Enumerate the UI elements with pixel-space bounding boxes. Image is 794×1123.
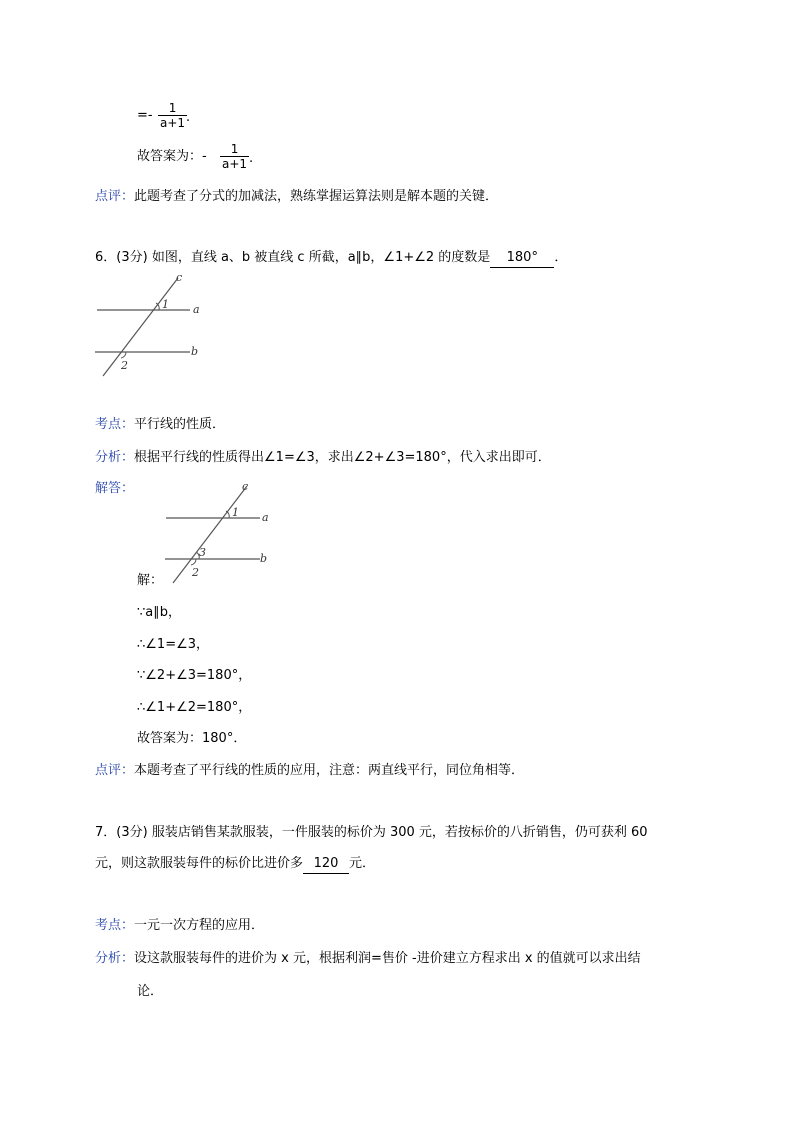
q7-analysis-label: 分析：: [95, 951, 135, 966]
q6-solution-line: 解：: [137, 573, 164, 588]
q6-solution-line: 故答案为：180°．: [137, 731, 247, 746]
q6-comment: [95, 762, 524, 780]
q5-result-denominator: a+1: [160, 116, 186, 130]
q5-answer-end: .: [249, 151, 254, 166]
q7-analysis-continued: 论．: [137, 984, 164, 999]
q6-figure: [92, 272, 212, 377]
q7-stem-after: 元．: [349, 856, 376, 871]
q7-analysis-text: 设这款服装每件的进价为 x 元，根据利润=售价 -进价建立方程求出 x 的值就可以求出结: [134, 951, 641, 966]
label-angle-1: 1: [162, 298, 169, 311]
q5-comment: [95, 188, 498, 206]
q5-result-numerator: 1: [168, 101, 177, 115]
q6-answer-blank: 180°: [490, 249, 554, 268]
q6-analysis-text: 根据平行线的性质得出∠1=∠3，求出∠2+∠3=180°，代入求出即可．: [134, 450, 551, 465]
sol-angle2-arc: [191, 559, 196, 565]
label-a: a: [193, 303, 200, 316]
label-b: b: [191, 345, 199, 358]
q7-point-label: 考点：: [95, 918, 135, 933]
q5-result-prefix: =-: [137, 108, 153, 123]
sol-label-c: c: [242, 480, 249, 493]
q7-stem-before: 元，则这款服装每件的标价比进价多: [95, 856, 304, 871]
q5-answer-fraction: [220, 142, 249, 171]
q6-point-label: 考点：: [95, 417, 135, 432]
sol-label-angle-1: 1: [232, 506, 239, 519]
q6-analysis: [95, 449, 551, 467]
q6-solution-line: ∵a∥b，: [137, 605, 181, 620]
q6-stem-before: 6．(3分) 如图，直线 a、b 被直线 c 所截，a∥b，∠1+∠2 的度数是: [95, 250, 491, 265]
q6-solution-label: 解答：: [95, 481, 135, 496]
q6-comment-label: 点评：: [95, 763, 135, 778]
sol-line-c: [173, 486, 247, 583]
sol-label-angle-3: 3: [199, 546, 206, 559]
q6-solution-line: ∴∠1+∠2=180°，: [137, 700, 252, 715]
angle2-arc: [121, 352, 126, 358]
sol-label-a: a: [262, 511, 269, 524]
q7-analysis: [95, 950, 641, 968]
q6-stem-after: ．: [554, 250, 568, 265]
q6-solution-figure: [163, 481, 283, 586]
q6-analysis-label: 分析：: [95, 450, 135, 465]
q5-result-end: .: [186, 110, 191, 125]
q5-answer-prefix: 故答案为：-: [137, 149, 207, 164]
q5-result-fraction: [158, 101, 187, 130]
q6-comment-text: 本题考查了平行线的性质的应用，注意：两直线平行，同位角相等．: [134, 763, 525, 778]
q7-point: [95, 917, 264, 935]
q7-point-text: 一元一次方程的应用．: [134, 918, 265, 933]
q5-comment-text: 此题考查了分式的加减法，熟练掌握运算法则是解本题的关键．: [134, 189, 499, 204]
q5-comment-label: 点评：: [95, 189, 135, 204]
q7-stem-line1: 7．(3分) 服装店销售某款服装，一件服装的标价为 300 元，若按标价的八折销售，仍可获利 60: [95, 825, 648, 840]
label-c: c: [176, 271, 183, 284]
q5-answer-denominator: a+1: [222, 157, 248, 171]
q6-stem: [95, 249, 567, 268]
q6-solution-line: ∴∠1=∠3，: [137, 637, 210, 652]
q7-answer-blank: 120: [303, 855, 349, 874]
line-c: [103, 278, 178, 376]
q6-point: [95, 416, 225, 434]
q5-answer-numerator: 1: [230, 142, 239, 156]
label-angle-2: 2: [121, 359, 128, 372]
sol-label-b: b: [260, 552, 268, 565]
q6-point-text: 平行线的性质．: [134, 417, 226, 432]
q7-stem-line2: [95, 855, 375, 874]
sol-label-angle-2: 2: [192, 566, 199, 579]
q6-solution-line: ∵∠2+∠3=180°，: [137, 668, 252, 683]
